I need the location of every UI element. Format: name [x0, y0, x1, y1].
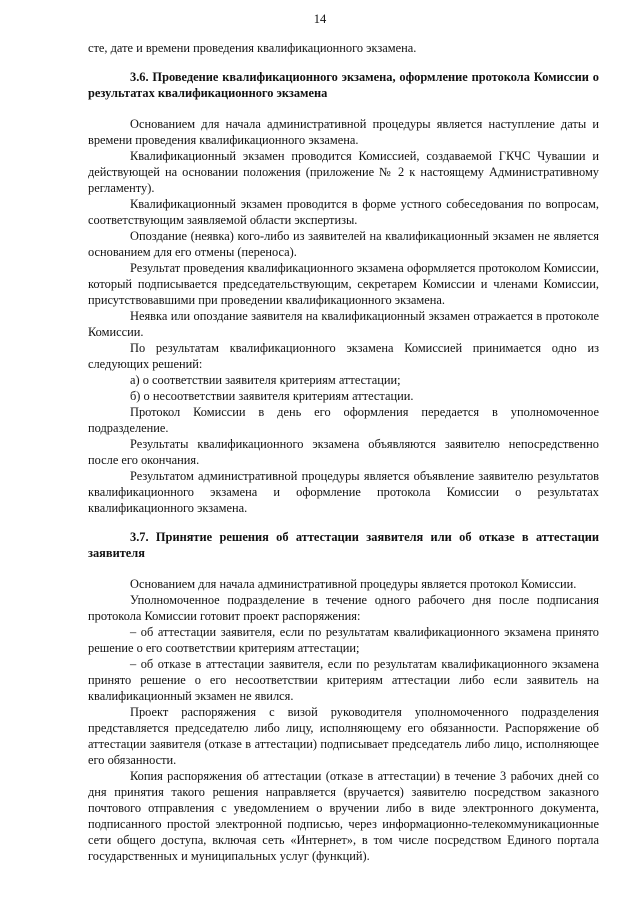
paragraph: Результатом административной процедуры является объявление заявителю результатов квалификационного экзамена и оформление протокола Комиссии о результатах квалификационного экзамена. [88, 469, 599, 515]
paragraph: Проект распоряжения с визой руководителя уполномоченного подразделения представляется председателю либо лицу, исполняющему его обязанности. Распоряжение об аттестации заявителя (отказе в аттестации) подписывает председатель либо лицо, исполняющее его обязанности. [88, 705, 599, 767]
paragraph: Основанием для начала административной процедуры является протокол Комиссии. [130, 577, 577, 591]
continuation-text: сте, дате и времени проведения квалификационного экзамена. [88, 41, 417, 55]
section-3-7-body [88, 576, 599, 864]
page-number: 14 [313, 12, 327, 26]
paragraph: Протокол Комиссии в день его оформления передается в уполномоченное подразделение. [88, 405, 599, 435]
paragraph: По результатам квалификационного экзамена Комиссией принимается одно из следующих решений: [88, 341, 599, 371]
paragraph: Опоздание (неявка) кого-либо из заявителей на квалификационный экзамен не является основанием для его отмены (переноса). [88, 229, 599, 259]
paragraph: Квалификационный экзамен проводится Комиссией, создаваемой ГКЧС Чувашии и действующей на основании положения (приложение № 2 к настоящему Административному регламенту). [88, 149, 599, 195]
list-item: – об аттестации заявителя, если по результатам квалификационного экзамена принято решение о его соответствии критериям аттестации; [88, 625, 599, 655]
paragraph: Неявка или опоздание заявителя на квалификационный экзамен отражается в протоколе Комиссии. [88, 309, 599, 339]
section-3-7-heading: 3.7. Принятие решения об аттестации заявителя или об отказе в аттестации заявителя [88, 530, 599, 560]
list-item: – об отказе в аттестации заявителя, если по результатам квалификационного экзамена принято решение о его несоответствии критериям аттестации либо если заявитель на квалификационный экзамен не явился. [88, 657, 599, 703]
paragraph: Квалификационный экзамен проводится в форме устного собеседования по вопросам, соответствующим заявляемой области экспертизы. [88, 197, 599, 227]
section-3-6-body [88, 116, 599, 516]
paragraph: Основанием для начала административной процедуры является наступление даты и времени проведения квалификационного экзамена. [88, 117, 599, 147]
paragraph: Результат проведения квалификационного экзамена оформляется протоколом Комиссии, который подписывается председательствующим, секретарем Комиссии и членами Комиссии, присутствовавшими при проведении квалификационного экзамена. [88, 261, 599, 307]
paragraph: Копия распоряжения об аттестации (отказе в аттестации) в течение 3 рабочих дней со дня принятия такого решения направляется (вручается) заявителю посредством заказного почтового отправления с уведомлением о вручении либо в виде электронного документа, подписанного простой электронной подписью, через информационно-телекоммуникационные сети общего доступа, включая сеть «Интернет», в том числе посредством Единого портала государственных и муниципальных услуг (функций). [88, 769, 599, 863]
paragraph: Уполномоченное подразделение в течение одного рабочего дня после подписания протокола Комиссии готовит проект распоряжения: [88, 593, 599, 623]
list-item: б) о несоответствии заявителя критериям аттестации. [130, 389, 414, 403]
paragraph: Результаты квалификационного экзамена объявляются заявителю непосредственно после его окончания. [88, 437, 599, 467]
list-item: а) о соответствии заявителя критериям аттестации; [130, 373, 401, 387]
document-body [88, 40, 599, 864]
section-3-6-heading: 3.6. Проведение квалификационного экзамена, оформление протокола Комиссии о результатах квалификационного экзамена [88, 70, 599, 100]
